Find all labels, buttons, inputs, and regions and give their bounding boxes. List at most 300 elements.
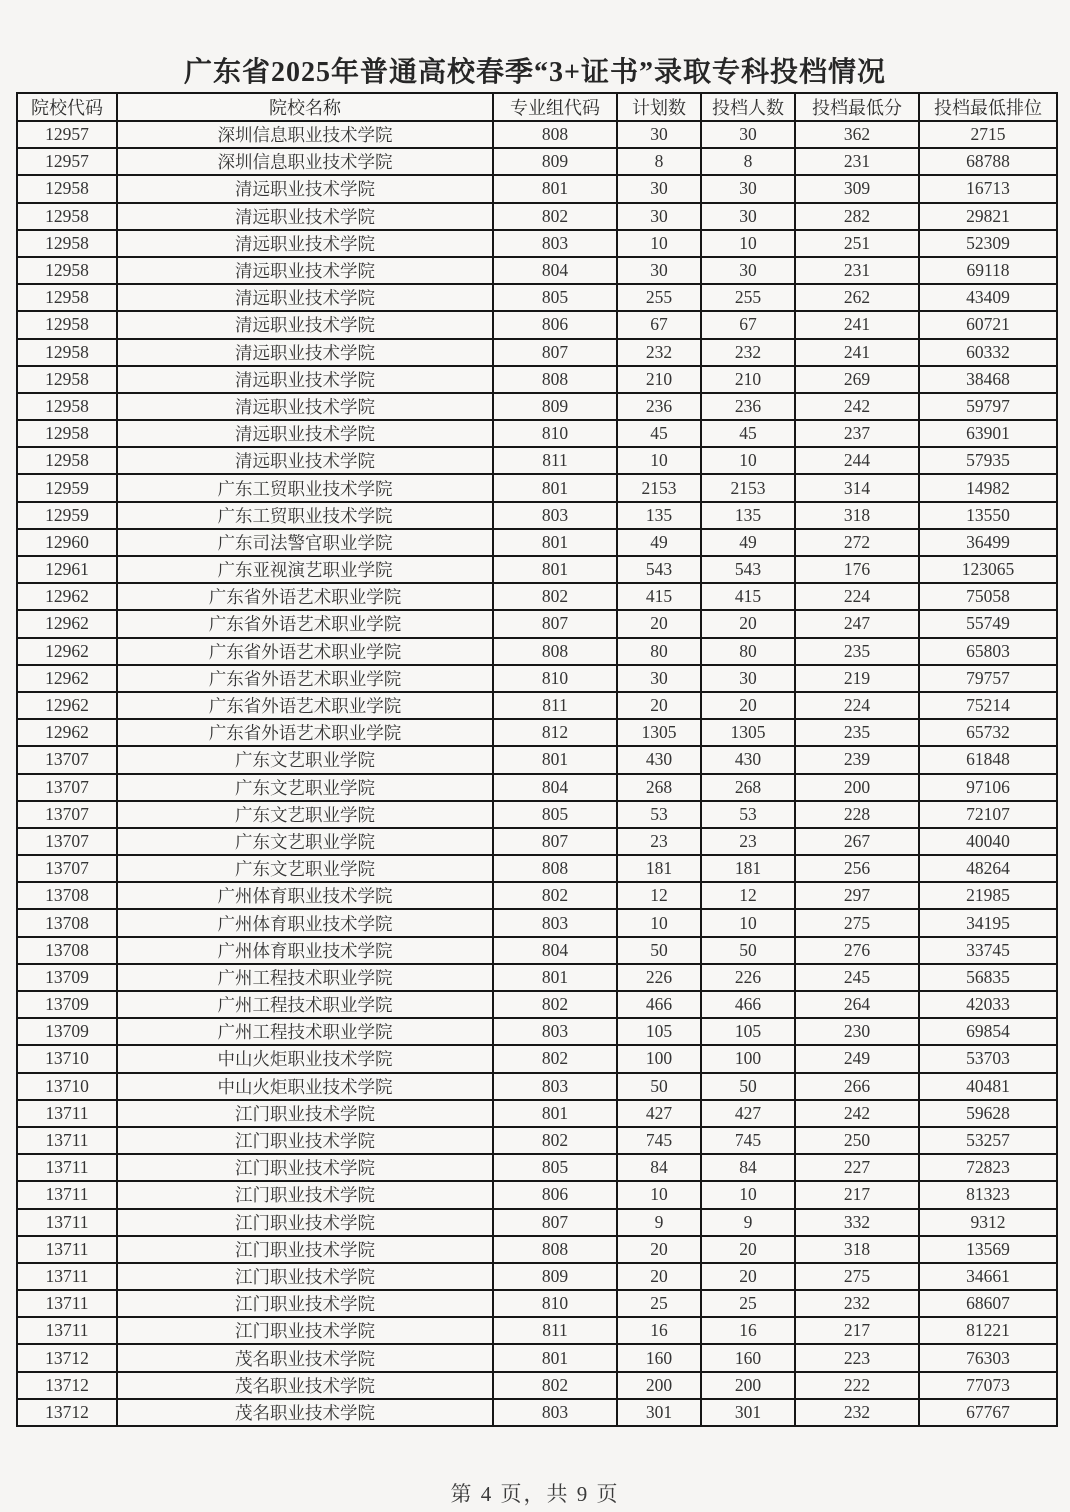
cell-cast-count: 427	[701, 1100, 795, 1127]
cell-major-group-code: 802	[493, 991, 617, 1018]
cell-plan-count: 23	[617, 828, 701, 855]
cell-college-code: 13711	[17, 1236, 117, 1263]
cell-min-score: 318	[795, 502, 919, 529]
cell-major-group-code: 801	[493, 529, 617, 556]
cell-college-code: 12962	[17, 719, 117, 746]
cell-plan-count: 430	[617, 746, 701, 773]
cell-min-rank: 81221	[919, 1317, 1057, 1344]
cell-min-score: 309	[795, 175, 919, 202]
table-body	[17, 121, 1057, 1426]
cell-college-code: 13712	[17, 1344, 117, 1371]
cell-min-score: 235	[795, 638, 919, 665]
cell-cast-count: 268	[701, 774, 795, 801]
table-row	[17, 1344, 1057, 1371]
cell-college-name: 中山火炬职业技术学院	[117, 1073, 493, 1100]
cell-plan-count: 255	[617, 284, 701, 311]
cell-min-rank: 53257	[919, 1127, 1057, 1154]
cell-plan-count: 20	[617, 1263, 701, 1290]
cell-min-score: 332	[795, 1209, 919, 1236]
cell-min-score: 272	[795, 529, 919, 556]
cell-cast-count: 543	[701, 556, 795, 583]
cell-cast-count: 236	[701, 393, 795, 420]
cell-college-name: 广东亚视演艺职业学院	[117, 556, 493, 583]
table-row	[17, 1154, 1057, 1181]
cell-plan-count: 84	[617, 1154, 701, 1181]
cell-college-code: 13707	[17, 801, 117, 828]
cell-college-name: 广州工程技术职业学院	[117, 991, 493, 1018]
cell-min-score: 266	[795, 1073, 919, 1100]
cell-plan-count: 53	[617, 801, 701, 828]
cell-min-rank: 61848	[919, 746, 1057, 773]
cell-min-score: 275	[795, 909, 919, 936]
cell-cast-count: 80	[701, 638, 795, 665]
cell-major-group-code: 801	[493, 474, 617, 501]
cell-college-code: 13711	[17, 1181, 117, 1208]
cell-major-group-code: 808	[493, 366, 617, 393]
cell-min-score: 249	[795, 1045, 919, 1072]
cell-min-score: 224	[795, 692, 919, 719]
admission-score-table	[16, 92, 1058, 1427]
cell-college-code: 13711	[17, 1154, 117, 1181]
cell-min-score: 232	[795, 1399, 919, 1426]
cell-min-score: 245	[795, 964, 919, 991]
table-row	[17, 1236, 1057, 1263]
cell-plan-count: 49	[617, 529, 701, 556]
cell-major-group-code: 806	[493, 311, 617, 338]
cell-major-group-code: 803	[493, 230, 617, 257]
table-row	[17, 420, 1057, 447]
cell-min-score: 224	[795, 583, 919, 610]
cell-plan-count: 20	[617, 1236, 701, 1263]
cell-college-code: 12958	[17, 393, 117, 420]
cell-min-rank: 63901	[919, 420, 1057, 447]
cell-min-rank: 65732	[919, 719, 1057, 746]
cell-major-group-code: 804	[493, 937, 617, 964]
cell-min-rank: 13569	[919, 1236, 1057, 1263]
cell-min-score: 241	[795, 339, 919, 366]
cell-min-rank: 59628	[919, 1100, 1057, 1127]
cell-min-score: 217	[795, 1181, 919, 1208]
cell-plan-count: 10	[617, 1181, 701, 1208]
cell-college-name: 广东省外语艺术职业学院	[117, 610, 493, 637]
table-row	[17, 583, 1057, 610]
cell-min-rank: 67767	[919, 1399, 1057, 1426]
cell-major-group-code: 803	[493, 1018, 617, 1045]
cell-major-group-code: 810	[493, 1290, 617, 1317]
cell-college-code: 12960	[17, 529, 117, 556]
cell-college-name: 茂名职业技术学院	[117, 1344, 493, 1371]
cell-min-rank: 68788	[919, 148, 1057, 175]
cell-min-rank: 123065	[919, 556, 1057, 583]
cell-college-code: 13711	[17, 1100, 117, 1127]
table-row	[17, 882, 1057, 909]
cell-min-rank: 43409	[919, 284, 1057, 311]
cell-college-name: 广东文艺职业学院	[117, 801, 493, 828]
cell-min-score: 244	[795, 447, 919, 474]
cell-min-rank: 81323	[919, 1181, 1057, 1208]
cell-major-group-code: 801	[493, 175, 617, 202]
cell-min-rank: 75214	[919, 692, 1057, 719]
cell-college-name: 广东文艺职业学院	[117, 855, 493, 882]
cell-major-group-code: 809	[493, 1263, 617, 1290]
column-header-major-group-code: 专业组代码	[493, 93, 617, 121]
cell-min-score: 264	[795, 991, 919, 1018]
cell-cast-count: 10	[701, 909, 795, 936]
cell-cast-count: 1305	[701, 719, 795, 746]
cell-cast-count: 301	[701, 1399, 795, 1426]
table-row	[17, 665, 1057, 692]
cell-college-name: 清远职业技术学院	[117, 447, 493, 474]
cell-major-group-code: 808	[493, 638, 617, 665]
cell-college-name: 江门职业技术学院	[117, 1317, 493, 1344]
cell-min-score: 276	[795, 937, 919, 964]
cell-college-name: 江门职业技术学院	[117, 1127, 493, 1154]
cell-college-code: 12958	[17, 175, 117, 202]
cell-min-rank: 33745	[919, 937, 1057, 964]
cell-min-score: 297	[795, 882, 919, 909]
cell-college-code: 13707	[17, 855, 117, 882]
cell-college-code: 12957	[17, 121, 117, 148]
cell-major-group-code: 811	[493, 1317, 617, 1344]
cell-major-group-code: 804	[493, 774, 617, 801]
cell-cast-count: 135	[701, 502, 795, 529]
cell-college-code: 12958	[17, 420, 117, 447]
cell-college-code: 13709	[17, 991, 117, 1018]
cell-college-code: 13710	[17, 1073, 117, 1100]
cell-min-rank: 38468	[919, 366, 1057, 393]
cell-plan-count: 1305	[617, 719, 701, 746]
cell-cast-count: 10	[701, 447, 795, 474]
cell-college-code: 13709	[17, 1018, 117, 1045]
cell-plan-count: 10	[617, 909, 701, 936]
cell-college-name: 清远职业技术学院	[117, 339, 493, 366]
cell-cast-count: 430	[701, 746, 795, 773]
cell-major-group-code: 810	[493, 420, 617, 447]
cell-min-rank: 60332	[919, 339, 1057, 366]
cell-min-score: 231	[795, 257, 919, 284]
column-header-plan-count: 计划数	[617, 93, 701, 121]
cell-college-code: 12958	[17, 447, 117, 474]
table-row	[17, 502, 1057, 529]
cell-min-rank: 2715	[919, 121, 1057, 148]
cell-college-name: 清远职业技术学院	[117, 230, 493, 257]
cell-college-name: 清远职业技术学院	[117, 311, 493, 338]
cell-college-name: 清远职业技术学院	[117, 203, 493, 230]
cell-min-score: 231	[795, 148, 919, 175]
cell-min-score: 247	[795, 610, 919, 637]
cell-college-code: 12958	[17, 230, 117, 257]
cell-plan-count: 232	[617, 339, 701, 366]
cell-college-name: 广州体育职业技术学院	[117, 909, 493, 936]
cell-cast-count: 50	[701, 937, 795, 964]
table-row	[17, 1399, 1057, 1426]
cell-cast-count: 105	[701, 1018, 795, 1045]
cell-cast-count: 181	[701, 855, 795, 882]
cell-major-group-code: 805	[493, 1154, 617, 1181]
cell-major-group-code: 801	[493, 1100, 617, 1127]
cell-min-rank: 36499	[919, 529, 1057, 556]
cell-college-code: 12962	[17, 665, 117, 692]
table-row	[17, 121, 1057, 148]
column-header-cast-count: 投档人数	[701, 93, 795, 121]
cell-college-name: 江门职业技术学院	[117, 1100, 493, 1127]
cell-cast-count: 67	[701, 311, 795, 338]
cell-min-rank: 34195	[919, 909, 1057, 936]
cell-min-rank: 29821	[919, 203, 1057, 230]
cell-min-score: 275	[795, 1263, 919, 1290]
cell-major-group-code: 809	[493, 393, 617, 420]
cell-college-name: 广东文艺职业学院	[117, 828, 493, 855]
cell-min-rank: 16713	[919, 175, 1057, 202]
cell-college-code: 12958	[17, 366, 117, 393]
cell-college-name: 清远职业技术学院	[117, 393, 493, 420]
cell-plan-count: 10	[617, 230, 701, 257]
cell-min-score: 223	[795, 1344, 919, 1371]
cell-cast-count: 466	[701, 991, 795, 1018]
cell-college-name: 江门职业技术学院	[117, 1236, 493, 1263]
cell-min-rank: 13550	[919, 502, 1057, 529]
cell-major-group-code: 808	[493, 121, 617, 148]
cell-major-group-code: 802	[493, 203, 617, 230]
cell-college-name: 清远职业技术学院	[117, 420, 493, 447]
cell-college-name: 江门职业技术学院	[117, 1181, 493, 1208]
cell-min-score: 256	[795, 855, 919, 882]
table-row	[17, 801, 1057, 828]
cell-plan-count: 301	[617, 1399, 701, 1426]
cell-college-code: 12962	[17, 610, 117, 637]
cell-min-rank: 65803	[919, 638, 1057, 665]
cell-plan-count: 427	[617, 1100, 701, 1127]
cell-min-score: 269	[795, 366, 919, 393]
cell-college-code: 12962	[17, 638, 117, 665]
table-row	[17, 366, 1057, 393]
cell-college-name: 广东工贸职业技术学院	[117, 502, 493, 529]
cell-college-code: 13708	[17, 937, 117, 964]
cell-min-rank: 34661	[919, 1263, 1057, 1290]
cell-min-rank: 69854	[919, 1018, 1057, 1045]
cell-plan-count: 12	[617, 882, 701, 909]
cell-college-code: 12958	[17, 257, 117, 284]
cell-college-code: 12959	[17, 474, 117, 501]
table-row	[17, 991, 1057, 1018]
cell-plan-count: 30	[617, 257, 701, 284]
page-number-footer: 第 4 页，共 9 页	[450, 1482, 620, 1506]
cell-plan-count: 50	[617, 1073, 701, 1100]
cell-major-group-code: 812	[493, 719, 617, 746]
cell-college-name: 广东文艺职业学院	[117, 746, 493, 773]
cell-min-score: 318	[795, 1236, 919, 1263]
cell-min-rank: 75058	[919, 583, 1057, 610]
cell-college-name: 清远职业技术学院	[117, 366, 493, 393]
cell-college-name: 广东文艺职业学院	[117, 774, 493, 801]
table-row	[17, 964, 1057, 991]
cell-cast-count: 30	[701, 257, 795, 284]
cell-min-rank: 55749	[919, 610, 1057, 637]
cell-college-name: 茂名职业技术学院	[117, 1372, 493, 1399]
cell-college-name: 广州工程技术职业学院	[117, 1018, 493, 1045]
cell-cast-count: 30	[701, 175, 795, 202]
cell-cast-count: 12	[701, 882, 795, 909]
cell-min-score: 176	[795, 556, 919, 583]
cell-plan-count: 20	[617, 610, 701, 637]
cell-college-code: 13710	[17, 1045, 117, 1072]
cell-plan-count: 745	[617, 1127, 701, 1154]
cell-plan-count: 80	[617, 638, 701, 665]
cell-college-name: 广东省外语艺术职业学院	[117, 638, 493, 665]
cell-plan-count: 466	[617, 991, 701, 1018]
cell-college-name: 江门职业技术学院	[117, 1290, 493, 1317]
cell-plan-count: 543	[617, 556, 701, 583]
cell-major-group-code: 807	[493, 828, 617, 855]
cell-major-group-code: 803	[493, 1399, 617, 1426]
cell-major-group-code: 809	[493, 148, 617, 175]
table-header-row	[17, 93, 1057, 121]
table-row	[17, 1181, 1057, 1208]
cell-plan-count: 16	[617, 1317, 701, 1344]
cell-cast-count: 100	[701, 1045, 795, 1072]
cell-plan-count: 8	[617, 148, 701, 175]
table-row	[17, 311, 1057, 338]
cell-college-code: 12959	[17, 502, 117, 529]
table-row	[17, 284, 1057, 311]
cell-major-group-code: 802	[493, 1045, 617, 1072]
cell-cast-count: 255	[701, 284, 795, 311]
cell-cast-count: 45	[701, 420, 795, 447]
cell-min-rank: 60721	[919, 311, 1057, 338]
table-row	[17, 529, 1057, 556]
cell-min-rank: 53703	[919, 1045, 1057, 1072]
table-row	[17, 828, 1057, 855]
table-row	[17, 1263, 1057, 1290]
cell-min-rank: 76303	[919, 1344, 1057, 1371]
cell-min-score: 235	[795, 719, 919, 746]
cell-college-name: 江门职业技术学院	[117, 1263, 493, 1290]
cell-major-group-code: 802	[493, 882, 617, 909]
table-row	[17, 692, 1057, 719]
cell-college-code: 13712	[17, 1372, 117, 1399]
table-row	[17, 257, 1057, 284]
cell-college-name: 清远职业技术学院	[117, 175, 493, 202]
cell-min-rank: 48264	[919, 855, 1057, 882]
cell-college-name: 江门职业技术学院	[117, 1154, 493, 1181]
cell-min-rank: 56835	[919, 964, 1057, 991]
table-row	[17, 1372, 1057, 1399]
cell-major-group-code: 808	[493, 855, 617, 882]
cell-college-code: 12962	[17, 692, 117, 719]
cell-college-code: 13711	[17, 1209, 117, 1236]
cell-plan-count: 105	[617, 1018, 701, 1045]
cell-major-group-code: 802	[493, 583, 617, 610]
cell-min-score: 230	[795, 1018, 919, 1045]
cell-cast-count: 30	[701, 665, 795, 692]
cell-cast-count: 53	[701, 801, 795, 828]
cell-college-code: 13711	[17, 1263, 117, 1290]
cell-cast-count: 226	[701, 964, 795, 991]
cell-plan-count: 100	[617, 1045, 701, 1072]
cell-college-name: 广东省外语艺术职业学院	[117, 583, 493, 610]
cell-major-group-code: 803	[493, 1073, 617, 1100]
cell-min-score: 237	[795, 420, 919, 447]
cell-cast-count: 415	[701, 583, 795, 610]
cell-major-group-code: 803	[493, 502, 617, 529]
cell-college-name: 广州体育职业技术学院	[117, 882, 493, 909]
cell-min-score: 239	[795, 746, 919, 773]
column-header-min-rank: 投档最低排位	[919, 93, 1057, 121]
table-row	[17, 1209, 1057, 1236]
table-row	[17, 746, 1057, 773]
cell-major-group-code: 805	[493, 801, 617, 828]
cell-cast-count: 20	[701, 610, 795, 637]
table-row	[17, 937, 1057, 964]
cell-college-code: 12958	[17, 311, 117, 338]
cell-major-group-code: 801	[493, 746, 617, 773]
table-row	[17, 610, 1057, 637]
cell-plan-count: 160	[617, 1344, 701, 1371]
cell-min-score: 200	[795, 774, 919, 801]
table-row	[17, 638, 1057, 665]
cell-min-rank: 9312	[919, 1209, 1057, 1236]
cell-min-score: 242	[795, 1100, 919, 1127]
cell-min-score: 250	[795, 1127, 919, 1154]
cell-min-rank: 69118	[919, 257, 1057, 284]
cell-college-code: 12961	[17, 556, 117, 583]
cell-college-code: 13708	[17, 882, 117, 909]
cell-plan-count: 30	[617, 203, 701, 230]
cell-min-score: 217	[795, 1317, 919, 1344]
table-row	[17, 474, 1057, 501]
cell-college-code: 13711	[17, 1127, 117, 1154]
cell-college-code: 13707	[17, 828, 117, 855]
cell-college-code: 13709	[17, 964, 117, 991]
cell-plan-count: 415	[617, 583, 701, 610]
page-title: 广东省2025年普通高校春季“3+证书”录取专科投档情况	[184, 57, 886, 88]
table-row	[17, 556, 1057, 583]
cell-major-group-code: 810	[493, 665, 617, 692]
cell-college-name: 广州体育职业技术学院	[117, 937, 493, 964]
cell-min-rank: 97106	[919, 774, 1057, 801]
cell-min-score: 228	[795, 801, 919, 828]
table-row	[17, 719, 1057, 746]
cell-cast-count: 20	[701, 692, 795, 719]
cell-plan-count: 50	[617, 937, 701, 964]
cell-cast-count: 210	[701, 366, 795, 393]
cell-college-name: 广东省外语艺术职业学院	[117, 692, 493, 719]
cell-min-score: 282	[795, 203, 919, 230]
cell-min-score: 242	[795, 393, 919, 420]
cell-college-code: 13711	[17, 1290, 117, 1317]
table-row	[17, 1073, 1057, 1100]
cell-cast-count: 200	[701, 1372, 795, 1399]
cell-college-code: 13707	[17, 746, 117, 773]
cell-min-score: 262	[795, 284, 919, 311]
cell-cast-count: 745	[701, 1127, 795, 1154]
cell-major-group-code: 801	[493, 556, 617, 583]
cell-college-name: 广东省外语艺术职业学院	[117, 719, 493, 746]
cell-plan-count: 20	[617, 692, 701, 719]
cell-cast-count: 84	[701, 1154, 795, 1181]
cell-plan-count: 30	[617, 175, 701, 202]
table-row	[17, 1317, 1057, 1344]
table-row	[17, 1018, 1057, 1045]
cell-college-code: 12958	[17, 339, 117, 366]
cell-min-rank: 21985	[919, 882, 1057, 909]
cell-min-rank: 40481	[919, 1073, 1057, 1100]
cell-cast-count: 160	[701, 1344, 795, 1371]
cell-min-rank: 79757	[919, 665, 1057, 692]
cell-college-code: 12958	[17, 203, 117, 230]
cell-cast-count: 232	[701, 339, 795, 366]
cell-min-score: 251	[795, 230, 919, 257]
